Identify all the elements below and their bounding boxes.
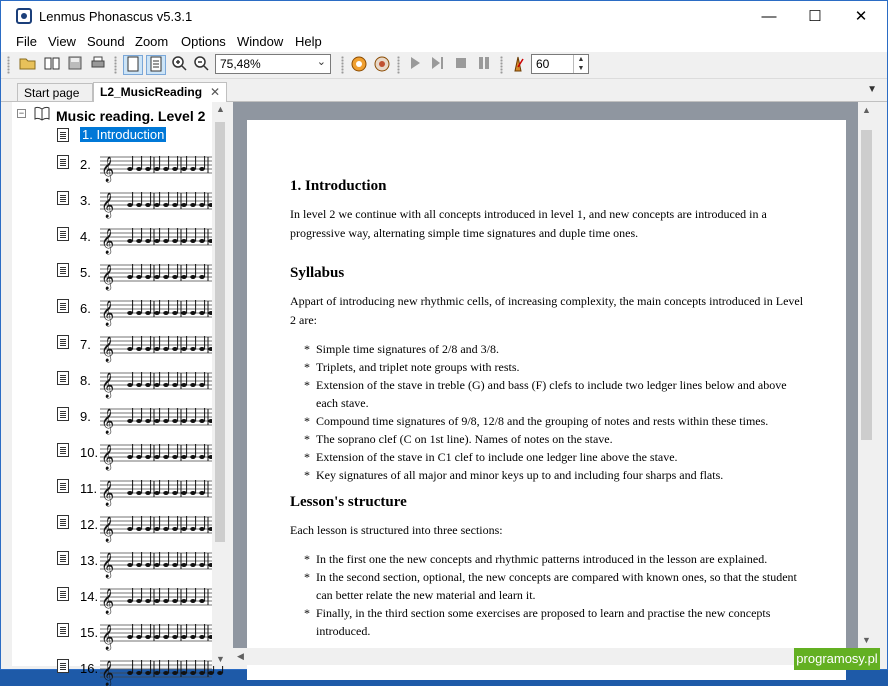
open-folder-icon[interactable] (18, 55, 38, 75)
tree-item-label: 8. (80, 373, 91, 388)
treble-clef-icon: 𝄞 (101, 661, 115, 686)
tempo-stepper[interactable] (531, 54, 589, 74)
syllabus-list (290, 340, 810, 484)
tree-item[interactable] (12, 218, 212, 254)
list-item: * Extension of the stave in treble (G) and bass (F) clefs to include two ledger lines below and above each stave. (304, 376, 810, 412)
treble-clef-icon: 𝄞 (101, 337, 115, 362)
zoom-value: 75,48% (220, 57, 261, 71)
scroll-down-icon[interactable]: ▼ (216, 654, 225, 664)
music-staff-thumbnail (100, 328, 212, 362)
title-bar (1, 1, 887, 32)
tree-item[interactable] (12, 506, 212, 542)
list-item: * In the first one the new concepts and rhythmic patterns introduced in the lesson are explained. (304, 550, 810, 568)
tree-item[interactable] (12, 470, 212, 506)
tab-start-page[interactable] (17, 83, 93, 101)
music-staff-thumbnail (100, 184, 212, 218)
music-staff-thumbnail (100, 616, 212, 650)
document-page (247, 120, 846, 680)
pause-icon[interactable] (474, 55, 494, 75)
tree-item-label: 13. (80, 553, 99, 568)
tree-root-label[interactable]: Music reading. Level 2 (56, 108, 206, 124)
tree-item[interactable] (12, 650, 212, 686)
music-staff-thumbnail (100, 580, 212, 614)
toc-tree (12, 102, 228, 686)
document-title: 1. Introduction (290, 178, 387, 194)
document-icon (57, 479, 69, 493)
treble-clef-icon: 𝄞 (101, 481, 115, 506)
music-staff-thumbnail (100, 652, 212, 686)
tree-scroll-thumb[interactable] (215, 122, 225, 542)
syllabus-heading: Syllabus (290, 265, 345, 281)
tree-item[interactable] (12, 254, 212, 290)
print-icon[interactable] (88, 55, 108, 75)
structure-list (290, 550, 810, 640)
tree-item-label: 4. (80, 229, 91, 244)
treble-clef-icon: 𝄞 (101, 229, 115, 254)
toolbar (1, 52, 887, 79)
document-icon (57, 587, 69, 601)
tab-bar (1, 79, 887, 102)
music-staff-thumbnail (100, 220, 212, 254)
book-icon (33, 105, 51, 125)
structure-intro: Each lesson is structured into three sections: (290, 523, 503, 537)
list-item: * Triplets, and triplet note groups with rests. (304, 358, 810, 376)
list-item: * Extension of the stave in C1 clef to include one ledger line above the stave. (304, 448, 810, 466)
document-icon (57, 335, 69, 349)
music-staff-thumbnail (100, 472, 212, 506)
list-item: * Simple time signatures of 2/8 and 3/8. (304, 340, 810, 358)
document-horizontal-scrollbar[interactable] (233, 648, 858, 665)
music-staff-thumbnail (100, 544, 212, 578)
tree-item[interactable] (12, 614, 212, 650)
zoom-out-icon[interactable] (191, 55, 211, 75)
structure-heading: Lesson's structure (290, 494, 407, 510)
chevron-down-icon: ⌄ (316, 56, 326, 68)
document-icon (57, 299, 69, 313)
tree-item-label: 6. (80, 301, 91, 316)
watermark: programosy.pl (794, 648, 880, 670)
document-icon (57, 515, 69, 529)
tree-item[interactable] (12, 542, 212, 578)
treble-clef-icon: 𝄞 (101, 265, 115, 290)
tree-item-label: 3. (80, 193, 91, 208)
toc-view-icon[interactable] (146, 55, 166, 75)
tab-label: Start page (24, 86, 80, 100)
page-view-icon[interactable] (123, 55, 143, 75)
document-icon (57, 443, 69, 457)
tree-item[interactable] (12, 578, 212, 614)
menu-help[interactable]: Help (295, 34, 322, 49)
tree-item-label: 14. (80, 589, 99, 604)
close-window-button[interactable]: ✕ (854, 8, 868, 25)
play-icon[interactable] (405, 55, 425, 75)
music-staff-thumbnail (100, 148, 212, 182)
tree-item-label: 15. (80, 625, 99, 640)
list-item: * Key signatures of all major and minor keys up to and including four sharps and flats. (304, 466, 810, 484)
tree-item-label: 9. (80, 409, 91, 424)
tree-item[interactable] (12, 146, 212, 182)
document-icon (57, 551, 69, 565)
music-staff-thumbnail (100, 508, 212, 542)
treble-clef-icon: 𝄞 (101, 373, 115, 398)
tree-item[interactable] (12, 398, 212, 434)
tree-item-label: 2. (80, 157, 91, 172)
music-staff-thumbnail (100, 436, 212, 470)
collapse-icon[interactable]: − (18, 108, 25, 118)
document-vertical-scrollbar[interactable] (858, 102, 875, 648)
tree-item-label: 12. (80, 517, 99, 532)
stop-icon[interactable] (451, 55, 471, 75)
music-staff-thumbnail (100, 400, 212, 434)
toolbar-grip[interactable] (397, 56, 400, 74)
menu-file[interactable]: File (16, 34, 37, 49)
minimize-button[interactable]: — (761, 8, 777, 25)
scroll-left-icon[interactable]: ◀ (237, 651, 244, 661)
treble-clef-icon: 𝄞 (101, 409, 115, 434)
document-icon (57, 263, 69, 277)
tree-item[interactable] (12, 290, 212, 326)
menu-view[interactable]: View (48, 34, 76, 49)
document-icon (57, 155, 69, 169)
zoom-select[interactable] (215, 54, 331, 74)
play-measure-icon[interactable] (428, 55, 448, 75)
scroll-down-icon[interactable]: ▼ (862, 635, 871, 645)
tree-item[interactable] (12, 434, 212, 470)
document-viewer (233, 102, 858, 648)
list-item: * In the second section, optional, the new concepts are compared with known ones, so that the student can better relate the new material and learn it. (304, 568, 810, 604)
menu-options[interactable]: Options (181, 34, 226, 49)
maximize-button[interactable]: ☐ (808, 8, 822, 25)
metronome-settings-icon[interactable] (372, 55, 392, 75)
music-staff-thumbnail (100, 364, 212, 398)
toolbar-grip[interactable] (500, 56, 503, 74)
tab-list-icon[interactable]: ▼ (867, 84, 877, 95)
open-book-icon[interactable] (42, 55, 62, 75)
treble-clef-icon: 𝄞 (101, 625, 115, 650)
document-content (290, 178, 810, 646)
tree-item[interactable] (12, 182, 212, 218)
document-icon (57, 191, 69, 205)
tree-item-label: 7. (80, 337, 91, 352)
tree-item-introduction[interactable]: 1. Introduction (82, 127, 165, 142)
list-item: * Compound time signatures of 9/8, 12/8 and the grouping of notes and rests within these times. (304, 412, 810, 430)
tree-item[interactable] (12, 362, 212, 398)
document-icon (57, 659, 69, 673)
sound-settings-icon[interactable] (349, 55, 369, 75)
tree-item-label: 16. (80, 661, 99, 676)
scroll-up-icon[interactable]: ▲ (862, 105, 871, 115)
app-logo-icon (16, 8, 32, 24)
tab-l2-music-reading[interactable] (93, 82, 227, 102)
syllabus-intro: Appart of introducing new rhythmic cells, of increasing complexity, the main concepts introduced in Level 2 are: (290, 294, 804, 327)
list-item: * The soprano clef (C on 1st line). Names of notes on the stave. (304, 430, 810, 448)
tempo-value: 60 (536, 57, 550, 71)
tab-label: L2_MusicReading (100, 85, 203, 99)
tree-scrollbar[interactable] (212, 102, 228, 666)
music-staff-thumbnail (100, 256, 212, 290)
menu-bar (1, 32, 887, 52)
tree-item-label: 5. (80, 265, 91, 280)
treble-clef-icon: 𝄞 (101, 553, 115, 578)
tree-item-label: 10. (80, 445, 99, 460)
menu-sound[interactable]: Sound (87, 34, 125, 49)
treble-clef-icon: 𝄞 (101, 589, 115, 614)
scroll-up-icon[interactable]: ▲ (216, 104, 225, 114)
treble-clef-icon: 𝄞 (101, 445, 115, 470)
treble-clef-icon: 𝄞 (101, 193, 115, 218)
music-staff-thumbnail (100, 292, 212, 326)
tree-item[interactable] (12, 326, 212, 362)
treble-clef-icon: 𝄞 (101, 517, 115, 542)
zoom-in-icon[interactable] (169, 55, 189, 75)
document-icon (57, 128, 69, 142)
close-icon[interactable]: ✕ (210, 85, 221, 99)
window-title: Lenmus Phonascus v5.3.1 (39, 9, 193, 24)
intro-paragraph: In level 2 we continue with all concepts introduced in level 1, and new concepts are introduced in a progressive way, alternating simple time signatures and duple time ones. (290, 207, 767, 240)
toolbar-grip[interactable] (341, 56, 344, 74)
list-item: * Finally, in the third section some exercises are proposed to learn and practise the new concepts introduced. (304, 604, 810, 640)
menu-window[interactable]: Window (237, 34, 284, 49)
treble-clef-icon: 𝄞 (101, 301, 115, 326)
document-icon (57, 371, 69, 385)
toolbar-grip[interactable] (114, 56, 117, 74)
menu-zoom[interactable]: Zoom (135, 34, 169, 49)
document-scroll-thumb[interactable] (861, 130, 872, 440)
save-icon[interactable] (65, 55, 85, 75)
document-icon (57, 623, 69, 637)
document-icon (57, 407, 69, 421)
tree-item-label: 11. (80, 481, 98, 496)
treble-clef-icon: 𝄞 (101, 157, 115, 182)
metronome-icon[interactable] (508, 55, 528, 75)
stepper-arrows-icon[interactable]: ▲ ▼ (573, 55, 588, 73)
toolbar-grip[interactable] (7, 56, 10, 74)
document-icon (57, 227, 69, 241)
